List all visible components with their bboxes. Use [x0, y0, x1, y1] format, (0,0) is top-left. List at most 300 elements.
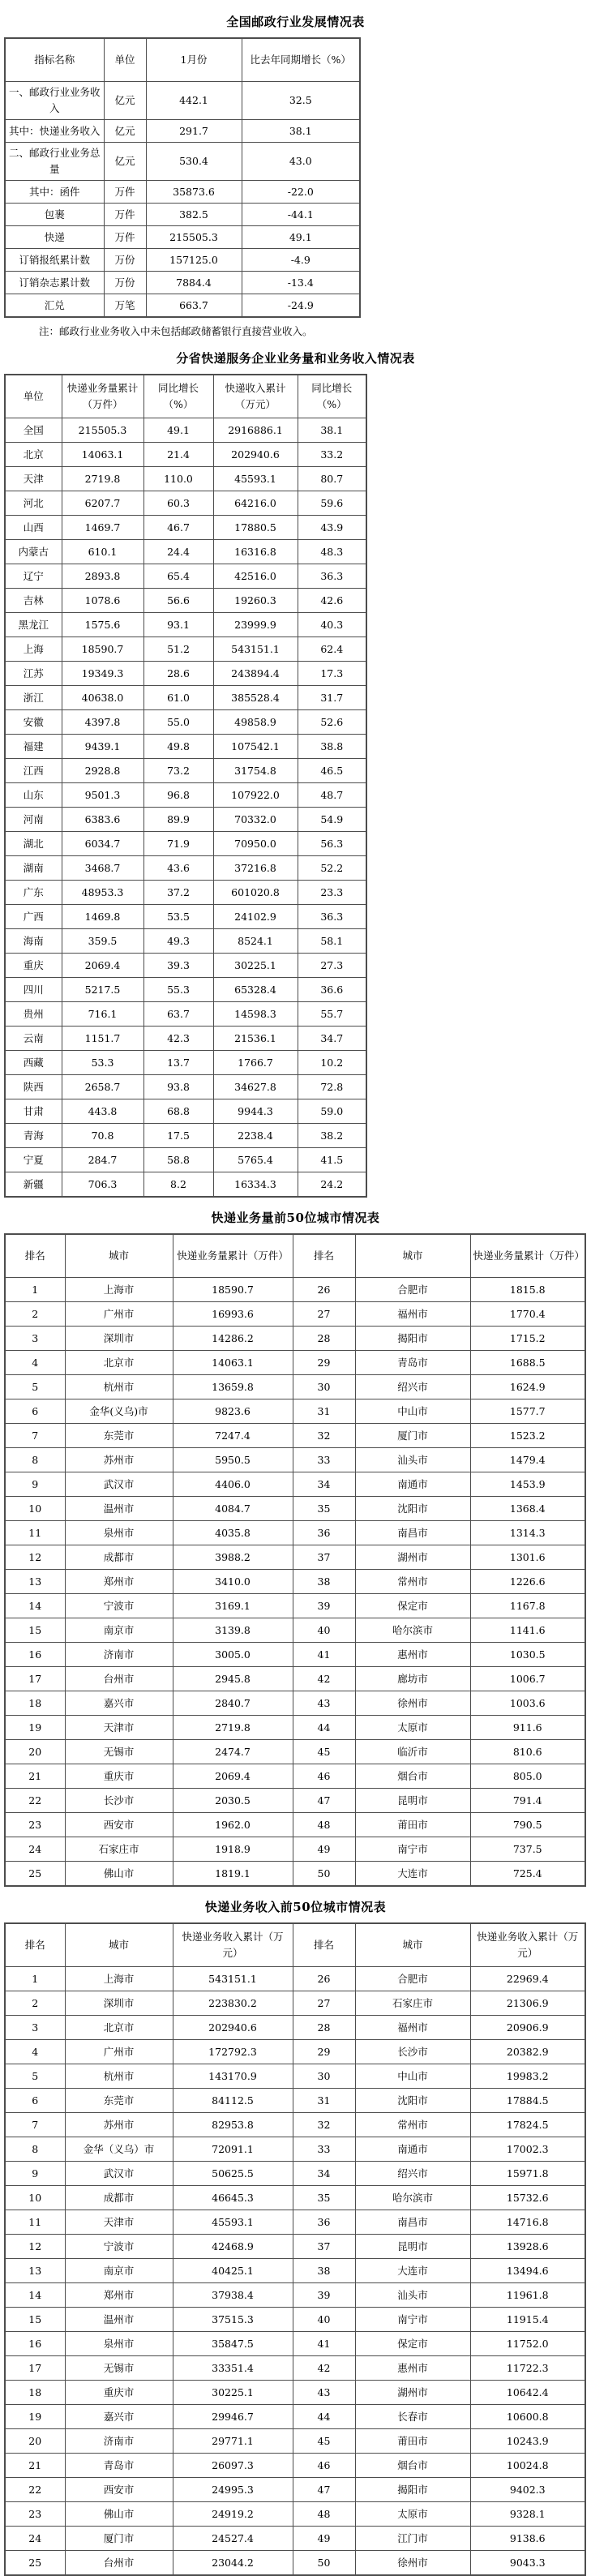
table-cell: 13 [5, 2259, 65, 2283]
table-cell: 2719.8 [62, 467, 143, 491]
table-cell: 790.5 [470, 1813, 585, 1837]
table-cell: 716.1 [62, 1002, 143, 1027]
table-cell: 河南 [5, 808, 62, 832]
table-cell: 243894.4 [213, 662, 298, 686]
table-cell: 20 [5, 2429, 65, 2454]
table-cell: 太原市 [355, 2502, 470, 2527]
table-cell: 16 [5, 1643, 65, 1667]
table-row [5, 589, 366, 613]
table-cell: 1006.7 [470, 1667, 585, 1691]
table-cell: 27 [293, 1302, 355, 1327]
table-cell: 25 [5, 2551, 65, 2576]
table-row [5, 2454, 585, 2478]
table-cell: 成都市 [65, 2186, 173, 2210]
table-cell: 17880.5 [213, 516, 298, 540]
table-row [5, 2283, 585, 2308]
table-row [5, 1716, 585, 1740]
table-cell: 2945.8 [173, 1667, 293, 1691]
table-cell: 46 [293, 1764, 355, 1789]
table-cell: 42516.0 [213, 564, 298, 589]
table-cell: 其中：快递业务收入 [5, 120, 104, 143]
table-cell: 22 [5, 2478, 65, 2502]
table-cell: 徐州市 [355, 2551, 470, 2576]
table-cell: 亿元 [104, 143, 146, 181]
table-cell: 61.0 [143, 686, 213, 710]
table-cell: 汕头市 [355, 2283, 470, 2308]
table-cell: 辽宁 [5, 564, 62, 589]
table-cell: 郑州市 [65, 2283, 173, 2308]
table-cell: 20906.9 [470, 2016, 585, 2040]
table-cell: 云南 [5, 1027, 62, 1051]
table-footnote: 注：邮政行业业务收入中未包括邮政储蓄银行直接营业收入。 [39, 325, 313, 337]
table-cell: 52.2 [298, 856, 366, 881]
table-cell: 2928.8 [62, 759, 143, 783]
table-cell: 二、邮政行业业务总量 [5, 143, 104, 181]
header-row [5, 1234, 585, 1278]
table-cell: 9823.6 [173, 1399, 293, 1424]
table-cell: 19 [5, 1716, 65, 1740]
table-cell: 7884.4 [146, 272, 242, 294]
table-cell: 14 [5, 1594, 65, 1618]
table-cell: 1003.6 [470, 1691, 585, 1716]
table-cell: 23044.2 [173, 2551, 293, 2576]
table-cell: 4 [5, 1351, 65, 1375]
table-cell: 保定市 [355, 2332, 470, 2356]
table-cell: 48953.3 [62, 881, 143, 905]
table-cell: 39.3 [143, 954, 213, 978]
table-cell: 深圳市 [65, 1991, 173, 2016]
table-cell: 18 [5, 2381, 65, 2405]
table-cell: 14063.1 [62, 443, 143, 467]
table-cell: 30 [293, 1375, 355, 1399]
table-cell: 44 [293, 1716, 355, 1740]
table-cell: 706.3 [62, 1172, 143, 1198]
table-cell: 23999.9 [213, 613, 298, 637]
table-cell: 17 [5, 1667, 65, 1691]
table-row [5, 1967, 585, 1991]
column-header: 排名 [5, 1923, 65, 1967]
table-row [5, 2478, 585, 2502]
table-cell: 28.6 [143, 662, 213, 686]
table-cell: 38.1 [298, 418, 366, 443]
table-cell: 台州市 [65, 1667, 173, 1691]
table-cell: 9501.3 [62, 783, 143, 808]
table-cell: 26097.3 [173, 2454, 293, 2478]
table-cell: 广东 [5, 881, 62, 905]
table-cell: 4035.8 [173, 1521, 293, 1545]
table-row [5, 929, 366, 954]
table-cell: 湖北 [5, 832, 62, 856]
table-cell: 订销报纸累计数 [5, 249, 104, 272]
table-cell: 42.6 [298, 589, 366, 613]
table-cell: 保定市 [355, 1594, 470, 1618]
table-row [5, 662, 366, 686]
table-cell: 33351.4 [173, 2356, 293, 2381]
table-row [5, 1667, 585, 1691]
table-row [5, 226, 360, 249]
table-cell: 49 [293, 2527, 355, 2551]
table-cell: 陕西 [5, 1075, 62, 1099]
table-cell: 13494.6 [470, 2259, 585, 2283]
table-cell: 21306.9 [470, 1991, 585, 2016]
table-row [5, 2502, 585, 2527]
table-cell: 40 [293, 1618, 355, 1643]
table-cell: 15 [5, 2308, 65, 2332]
table-cell: 河北 [5, 491, 62, 516]
table-cell: 3 [5, 2016, 65, 2040]
table-cell: 1766.7 [213, 1051, 298, 1075]
column-header: 单位 [5, 375, 62, 418]
table-cell: 昆明市 [355, 1789, 470, 1813]
table-cell: 8 [5, 1448, 65, 1472]
table-row [5, 204, 360, 226]
column-header: 指标名称 [5, 38, 104, 82]
table-cell: 上海市 [65, 1967, 173, 1991]
table-cell: 嘉兴市 [65, 1691, 173, 1716]
table-cell: 1523.2 [470, 1424, 585, 1448]
table-cell: 一、邮政行业业务收入 [5, 82, 104, 120]
table-cell: 成都市 [65, 1545, 173, 1570]
table-cell: 543151.1 [173, 1967, 293, 1991]
column-header: 同比增长（%） [298, 375, 366, 418]
table-row [5, 294, 360, 318]
table-cell: 福州市 [355, 2016, 470, 2040]
table-cell: 9439.1 [62, 735, 143, 759]
table-cell: 3468.7 [62, 856, 143, 881]
province-express-table [4, 374, 367, 1198]
table-cell: 59.6 [298, 491, 366, 516]
table-cell: 24 [5, 2527, 65, 2551]
table-cell: 天津市 [65, 2210, 173, 2235]
table-cell: 1301.6 [470, 1545, 585, 1570]
table-cell: 沈阳市 [355, 2089, 470, 2113]
table-cell: 29946.7 [173, 2405, 293, 2429]
table-row [5, 2186, 585, 2210]
table-cell: 1479.4 [470, 1448, 585, 1472]
table-row [5, 2089, 585, 2113]
table-row [5, 613, 366, 637]
table-cell: 14286.2 [173, 1327, 293, 1351]
table-cell: 359.5 [62, 929, 143, 954]
table-cell: 18590.7 [173, 1278, 293, 1302]
table-cell: 大连市 [355, 2259, 470, 2283]
table-cell: 223830.2 [173, 1991, 293, 2016]
table-cell: 34.7 [298, 1027, 366, 1051]
table-cell: 48.3 [298, 540, 366, 564]
table-cell: 24527.4 [173, 2527, 293, 2551]
table-cell: 43 [293, 1691, 355, 1716]
table-cell: 37216.8 [213, 856, 298, 881]
table-cell: 89.9 [143, 808, 213, 832]
table-cell: 亿元 [104, 82, 146, 120]
table-cell: 20 [5, 1740, 65, 1764]
table-cell: 30 [293, 2064, 355, 2089]
table-cell: 22969.4 [470, 1967, 585, 1991]
table-row [5, 759, 366, 783]
table-row [5, 143, 360, 181]
table-cell: 6 [5, 2089, 65, 2113]
table-cell: 济南市 [65, 1643, 173, 1667]
table-cell: 107542.1 [213, 735, 298, 759]
column-header: 同比增长（%） [143, 375, 213, 418]
table-cell: 17884.5 [470, 2089, 585, 2113]
table-row [5, 1813, 585, 1837]
table-cell: -24.9 [242, 294, 360, 318]
table-cell: 莆田市 [355, 2429, 470, 2454]
table-cell: 17824.5 [470, 2113, 585, 2137]
table-cell: 万件 [104, 204, 146, 226]
table-cell: 65328.4 [213, 978, 298, 1002]
table-row [5, 2064, 585, 2089]
table-cell: 金华(义乌)市 [65, 1399, 173, 1424]
table-cell: 石家庄市 [65, 1837, 173, 1862]
table-cell: 1078.6 [62, 589, 143, 613]
table-cell: 台州市 [65, 2551, 173, 2576]
table-cell: 哈尔滨市 [355, 2186, 470, 2210]
table-cell: 11915.4 [470, 2308, 585, 2332]
table-cell: 64216.0 [213, 491, 298, 516]
table-row [5, 686, 366, 710]
table-cell: 重庆 [5, 954, 62, 978]
table-cell: 40 [293, 2308, 355, 2332]
column-header: 城市 [355, 1923, 470, 1967]
table-cell: 284.7 [62, 1148, 143, 1172]
table-cell: 50625.5 [173, 2162, 293, 2186]
table-cell: 23 [5, 1813, 65, 1837]
table-cell: 2069.4 [173, 1764, 293, 1789]
table-cell: 12 [5, 1545, 65, 1570]
table-cell: 2719.8 [173, 1716, 293, 1740]
column-header: 快递业务量累计（万件） [62, 375, 143, 418]
column-header: 快递业务收入累计（万元） [470, 1923, 585, 1967]
table-row [5, 2381, 585, 2405]
table-cell: 31.7 [298, 686, 366, 710]
table-cell: 郑州市 [65, 1570, 173, 1594]
table-cell: 2238.4 [213, 1124, 298, 1148]
table-cell: 33 [293, 2137, 355, 2162]
table-cell: 14063.1 [173, 1351, 293, 1375]
table-cell: 汕头市 [355, 1448, 470, 1472]
table-cell: 9402.3 [470, 2478, 585, 2502]
table-row [5, 2235, 585, 2259]
table-cell: 16 [5, 2332, 65, 2356]
table-cell: 1030.5 [470, 1643, 585, 1667]
table-cell: 70332.0 [213, 808, 298, 832]
table-row [5, 443, 366, 467]
table-cell: 7 [5, 1424, 65, 1448]
table-cell: 万份 [104, 249, 146, 272]
table-cell: 14 [5, 2283, 65, 2308]
table-cell: 北京市 [65, 1351, 173, 1375]
table-row [5, 2429, 585, 2454]
table-cell: 1469.7 [62, 516, 143, 540]
table-cell: 38.2 [298, 1124, 366, 1148]
table-cell: 543151.1 [213, 637, 298, 662]
table-row [5, 2259, 585, 2283]
table-row [5, 2332, 585, 2356]
table-cell: 江苏 [5, 662, 62, 686]
table-row [5, 1075, 366, 1099]
table-row [5, 1051, 366, 1075]
table-cell: 70.8 [62, 1124, 143, 1148]
table-cell: 16316.8 [213, 540, 298, 564]
table-cell: 37 [293, 2235, 355, 2259]
table-row [5, 783, 366, 808]
table-cell: 44 [293, 2405, 355, 2429]
table-cell: 无锡市 [65, 1740, 173, 1764]
table-cell: 1 [5, 1967, 65, 1991]
table-row [5, 564, 366, 589]
table-row [5, 1424, 585, 1448]
table-cell: 廊坊市 [355, 1667, 470, 1691]
table-cell: 山东 [5, 783, 62, 808]
table-cell: 宁波市 [65, 1594, 173, 1618]
table-row [5, 1545, 585, 1570]
table-cell: 37938.4 [173, 2283, 293, 2308]
table-cell: 50 [293, 1862, 355, 1887]
table-cell: 13.7 [143, 1051, 213, 1075]
table-cell: 24919.2 [173, 2502, 293, 2527]
table-cell: 重庆市 [65, 1764, 173, 1789]
table-cell: 36.3 [298, 564, 366, 589]
province-table-title: 分省快递服务企业业务量和业务收入情况表 [176, 351, 415, 366]
table-cell: 16334.3 [213, 1172, 298, 1198]
table-cell: 11722.3 [470, 2356, 585, 2381]
table-cell: 47 [293, 1789, 355, 1813]
table-cell: 惠州市 [355, 2356, 470, 2381]
table-cell: 3169.1 [173, 1594, 293, 1618]
table-cell: 佛山市 [65, 1862, 173, 1887]
table-cell: 28 [293, 2016, 355, 2040]
table-cell: 10243.9 [470, 2429, 585, 2454]
table-cell: 10024.8 [470, 2454, 585, 2478]
column-header: 快递业务量累计（万件） [173, 1234, 293, 1278]
table-row [5, 181, 360, 204]
table-cell: 3 [5, 1327, 65, 1351]
table-cell: 徐州市 [355, 1691, 470, 1716]
table-cell: 42 [293, 1667, 355, 1691]
table-cell: 17.3 [298, 662, 366, 686]
table-cell: 15 [5, 1618, 65, 1643]
table-cell: 19349.3 [62, 662, 143, 686]
table-cell: 34 [293, 2162, 355, 2186]
table-cell: 35 [293, 2186, 355, 2210]
table-cell: 其中：函件 [5, 181, 104, 204]
table-cell: 48.7 [298, 783, 366, 808]
table-cell: 1770.4 [470, 1302, 585, 1327]
table-cell: 中山市 [355, 2064, 470, 2089]
table-row [5, 2137, 585, 2162]
table-cell: 2 [5, 1302, 65, 1327]
table-cell: 40425.1 [173, 2259, 293, 2283]
table-row [5, 1991, 585, 2016]
table-cell: 21 [5, 2454, 65, 2478]
table-row [5, 2113, 585, 2137]
table-cell: 810.6 [470, 1740, 585, 1764]
table-cell: 1368.4 [470, 1497, 585, 1521]
table-cell: 39 [293, 2283, 355, 2308]
table-cell: 17.5 [143, 1124, 213, 1148]
table-cell: 1226.6 [470, 1570, 585, 1594]
table-cell: 56.3 [298, 832, 366, 856]
table-cell: 10642.4 [470, 2381, 585, 2405]
table-row [5, 856, 366, 881]
table-cell: 万份 [104, 272, 146, 294]
table-body [5, 418, 366, 1198]
table-cell: 常州市 [355, 2113, 470, 2137]
table-cell: 2658.7 [62, 1075, 143, 1099]
table-cell: 157125.0 [146, 249, 242, 272]
table-cell: 45593.1 [173, 2210, 293, 2235]
table-cell: 442.1 [146, 82, 242, 120]
column-header: 快递业务量累计（万件） [470, 1234, 585, 1278]
table-cell: 金华（义乌）市 [65, 2137, 173, 2162]
table-cell: 西安市 [65, 1813, 173, 1837]
table-row [5, 808, 366, 832]
table-cell: 50 [293, 2551, 355, 2576]
table-cell: 南昌市 [355, 1521, 470, 1545]
table-cell: 11961.8 [470, 2283, 585, 2308]
table-cell: 南宁市 [355, 1837, 470, 1862]
table-row [5, 516, 366, 540]
table-cell: 36.6 [298, 978, 366, 1002]
column-header: 快递业务收入累计（万元） [173, 1923, 293, 1967]
table-cell: 温州市 [65, 1497, 173, 1521]
table-row [5, 491, 366, 516]
table-row [5, 2210, 585, 2235]
table-cell: 宁波市 [65, 2235, 173, 2259]
table-cell: 南京市 [65, 1618, 173, 1643]
table-cell: 13928.6 [470, 2235, 585, 2259]
table-cell: 28 [293, 1327, 355, 1351]
table-cell: 6207.7 [62, 491, 143, 516]
table-cell: 19260.3 [213, 589, 298, 613]
table-cell: 11 [5, 2210, 65, 2235]
table-cell: 2069.4 [62, 954, 143, 978]
table-cell: 绍兴市 [355, 1375, 470, 1399]
table-cell: 202940.6 [173, 2016, 293, 2040]
table-row [5, 2356, 585, 2381]
table-cell: 45 [293, 2429, 355, 2454]
table-cell: 1918.9 [173, 1837, 293, 1862]
table-row [5, 1643, 585, 1667]
table-cell: 31754.8 [213, 759, 298, 783]
table-cell: 5765.4 [213, 1148, 298, 1172]
table-cell: 北京 [5, 443, 62, 467]
table-row [5, 1278, 585, 1302]
table-cell: 49.3 [143, 929, 213, 954]
table-cell: 93.8 [143, 1075, 213, 1099]
header-row [5, 38, 360, 82]
table-cell: 38.1 [242, 120, 360, 143]
table-row [5, 1148, 366, 1172]
table-cell: 吉林 [5, 589, 62, 613]
table-cell: 32 [293, 1424, 355, 1448]
table-cell: 广州市 [65, 2040, 173, 2064]
table-cell: 青岛市 [355, 1351, 470, 1375]
table-cell: 全国 [5, 418, 62, 443]
table-cell: 沈阳市 [355, 1497, 470, 1521]
table-cell: 62.4 [298, 637, 366, 662]
column-header: 比去年同期增长（%） [242, 38, 360, 82]
table-cell: 27 [293, 1991, 355, 2016]
table-cell: 31 [293, 1399, 355, 1424]
table-cell: 2474.7 [173, 1740, 293, 1764]
table-cell: 厦门市 [65, 2527, 173, 2551]
table-cell: 65.4 [143, 564, 213, 589]
table-cell: 37.2 [143, 881, 213, 905]
table-cell: 46.5 [298, 759, 366, 783]
